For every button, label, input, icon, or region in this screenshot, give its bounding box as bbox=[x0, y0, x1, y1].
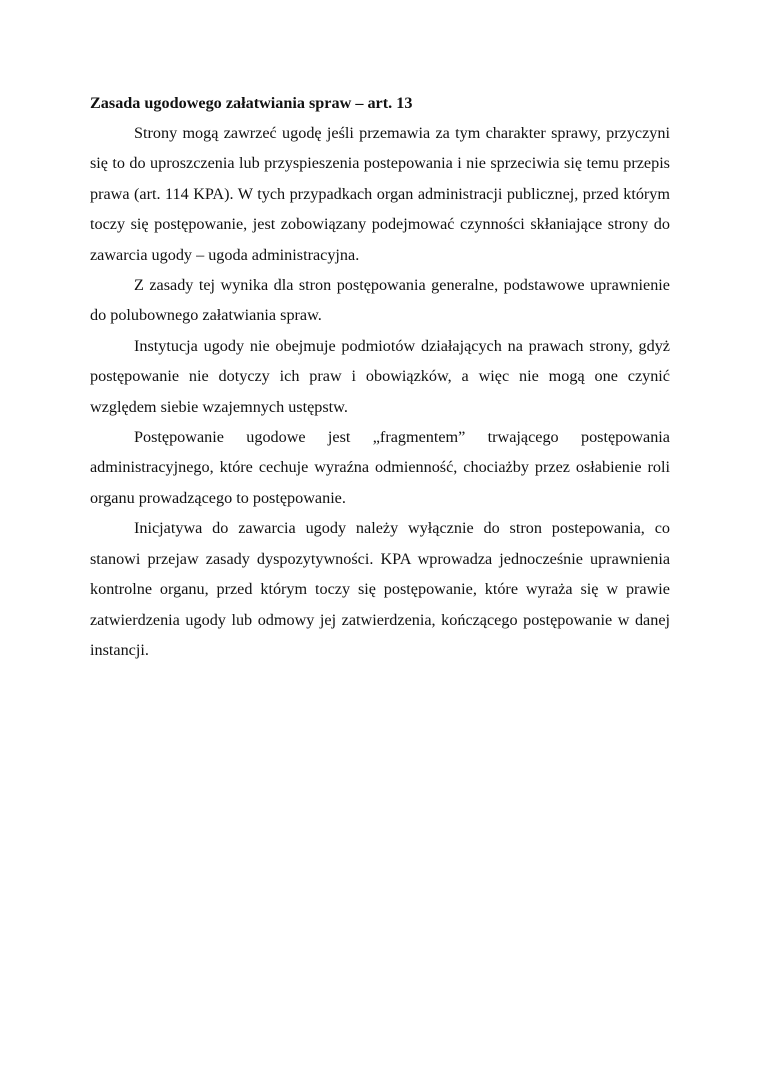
paragraph-1: Strony mogą zawrzeć ugodę jeśli przemawia za tym charakter sprawy, przyczyni się to do uproszczenia lub przyspieszenia postepowania i nie sprzeciwia się temu przepis prawa (art. 114 KPA). W tych przypadkach organ administracji publicznej, przed którym toczy się postępowanie, jest zobowiązany podejmować czynności skłaniające strony do zawarcia ugody – ugoda administracyjna. bbox=[90, 124, 670, 264]
document-body bbox=[90, 88, 670, 665]
section-title: Zasada ugodowego załatwiania spraw – art. 13 bbox=[90, 94, 413, 112]
paragraph-3: Instytucja ugody nie obejmuje podmiotów działających na prawach strony, gdyż postępowanie nie dotyczy ich praw i obowiązków, a więc nie mogą one czynić względem siebie wzajemnych ustępstw. bbox=[90, 336, 670, 416]
paragraph-2: Z zasady tej wynika dla stron postępowania generalne, podstawowe uprawnienie do polubownego załatwiania spraw. bbox=[90, 276, 670, 325]
paragraph-4: Postępowanie ugodowe jest „fragmentem” trwającego postępowania administracyjnego, które cechuje wyraźna odmienność, chociażby przez osłabienie roli organu prowadzącego to postępowanie. bbox=[90, 428, 670, 507]
paragraph-5: Inicjatywa do zawarcia ugody należy wyłącznie do stron postepowania, co stanowi przejaw zasady dyspozytywności. KPA wprowadza jednocześnie uprawnienia kontrolne organu, przed którym toczy się postępowanie, które wyraża się w prawie zatwierdzenia ugody lub odmowy jej zatwierdzenia, kończącego postępowanie w danej instancji. bbox=[90, 519, 670, 659]
